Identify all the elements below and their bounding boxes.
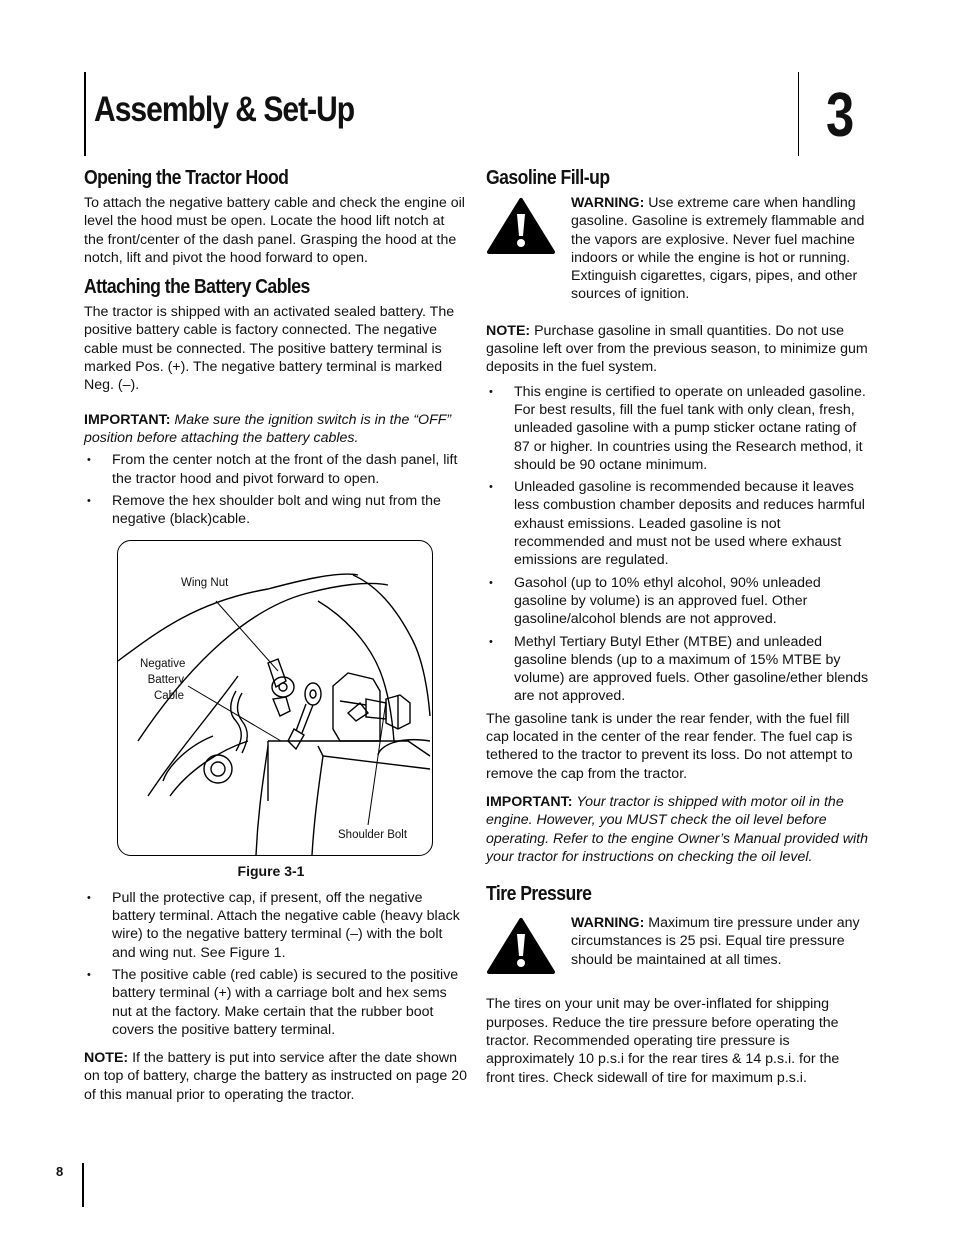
list-item: • From the center notch at the front of the dash panel, lift the tractor hood and pivot forward to open. (84, 451, 468, 488)
battery-note (84, 1049, 468, 1104)
battery-bullet-list-2 (84, 889, 468, 1039)
warning-body: Use extreme care when handling gasoline. Gasoline is extremely flammable and the vapors are explosive. Never fuel machine indoors or while the engine is hot or running. Extinguish cigarettes, cigars, pipes, and other sources of ignition. (571, 195, 865, 303)
chapter-title: Assembly & Set-Up (94, 90, 355, 129)
gasoline-bullet-list (486, 383, 870, 706)
list-item: • This engine is certified to operate on unleaded gasoline. For best results, fill the fuel tank with only clean, fresh, unleaded gasoline with a pump sticker octane rating of 87 or higher. In countries using the Research method, it should be 90 octane minimum. (486, 383, 870, 474)
gasoline-warning (486, 194, 870, 304)
list-item: • Remove the hex shoulder bolt and wing nut from the negative (black)cable. (84, 492, 468, 529)
list-item: • Gasohol (up to 10% ethyl alcohol, 90% unleaded gasoline by volume) is an approved fuel. Other gasoline/alcohol blends are not approved. (486, 574, 870, 629)
left-column (84, 166, 468, 1104)
warning-label: WARNING: (571, 195, 645, 211)
tire-warning-text (560, 914, 870, 981)
heading-tire-pressure: Tire Pressure (486, 883, 592, 906)
note-text: If the battery is put into service after the date shown on top of battery, charge the battery as instructed on page 20 of this manual prior to operating the tractor. (84, 1050, 468, 1103)
note-label: NOTE: (84, 1050, 129, 1067)
label-battery: Battery (147, 674, 184, 687)
battery-body: The tractor is shipped with an activated sealed battery. The positive battery cable is factory connected. The negative cable must be connected. The positive battery terminal is marked Pos. (+). The negative battery terminal is marked Neg. (–). (84, 304, 455, 394)
note-label: NOTE: (486, 322, 531, 339)
tire-body: The tires on your unit may be over-inflated for shipping purposes. Reduce the tire pressure before operating the tractor. Recommended operating tire pressure is approximately 10 p.s.i for the rear tires & 14 p.s.i. for the front tires. Check sidewall of tire for maximum p.s.i. (486, 996, 840, 1086)
important-text: Make sure the ignition switch is in the “OFF” position before attaching the battery cables. (84, 411, 452, 446)
gasoline-note (486, 322, 870, 377)
gasoline-important (486, 793, 870, 866)
figure-caption: Figure 3-1 (237, 863, 305, 880)
section-battery-cables (84, 275, 468, 528)
header-rule-left (84, 72, 86, 156)
label-cable: Cable (153, 690, 184, 703)
important-label: IMPORTANT: (486, 793, 573, 810)
heading-opening-hood: Opening the Tractor Hood (84, 167, 289, 189)
list-item: • Methyl Tertiary Butyl Ether (MTBE) and unleaded gasoline blends (up to a maximum of 15% MTBE by volume) are approved fuels. Other gasoline/ether blends are not approved. (486, 633, 870, 706)
heading-battery-cables: Attaching the Battery Cables (84, 276, 310, 299)
gasoline-warning-text (560, 194, 870, 304)
right-column (486, 166, 870, 1087)
hood-body: To attach the negative battery cable and check the engine oil level the hood must be open. Locate the hood lift notch at the front/center of the dash panel. Grasping the hood at the notch, lift and pivot the hood forward to open. (84, 195, 465, 266)
list-item: • Pull the protective cap, if present, off the negative battery terminal. Attach the negative cable (heavy black wire) to the negative battery terminal (–) with the bolt and wing nut. See Figure 1. (84, 889, 468, 962)
battery-important (84, 411, 468, 448)
warning-body: Maximum tire pressure under any circumstances is 25 psi. Equal tire pressure should be maintained at all times. (571, 915, 860, 968)
figure-battery-illustration (117, 540, 433, 856)
important-text: Your tractor is shipped with motor oil in the engine. However, you MUST check the oil level before operating. Refer to the engine Owner’s Manual provided with your tractor for instructions on checking the oil level. (486, 793, 868, 865)
battery-bullet-list (84, 451, 468, 528)
list-item: • Unleaded gasoline is recommended because it leaves less combustion chamber deposits and reduces harmful exhaust emissions. Leaded gasoline is not recommended and must not be used where exhaust emissions are regulated. (486, 478, 870, 569)
section-opening-hood (84, 166, 468, 267)
note-text: Purchase gasoline in small quantities. Do not use gasoline left over from the previous season, to minimize gum deposits in the fuel system. (486, 322, 868, 376)
label-shoulder-bolt: Shoulder Bolt (338, 829, 408, 842)
tire-warning (486, 914, 870, 981)
page-number: 8 (56, 1164, 64, 1179)
section-tire-pressure (486, 882, 870, 1087)
chapter-number: 3 (826, 81, 855, 150)
label-negative: Negative (140, 658, 186, 671)
tank-text: The gasoline tank is under the rear fender, with the fuel fill cap located in the center of the rear fender. The fuel cap is tethered to the tractor to prevent its loss. Do not attempt to remove the cap from the tractor. (486, 710, 853, 782)
warning-icon (486, 194, 560, 304)
footer-rule (82, 1163, 84, 1207)
important-label: IMPORTANT: (84, 411, 171, 428)
section-gasoline (486, 166, 870, 866)
heading-gasoline: Gasoline Fill-up (486, 167, 610, 189)
header-rule-right (798, 72, 799, 156)
warning-icon (486, 914, 560, 981)
label-wing-nut: Wing Nut (181, 577, 229, 590)
list-item: • The positive cable (red cable) is secured to the positive battery terminal (+) with a carriage bolt and hex sems nut at the factory. Make certain that the rubber boot covers the positive battery terminal. (84, 966, 468, 1039)
warning-label: WARNING: (571, 915, 645, 932)
